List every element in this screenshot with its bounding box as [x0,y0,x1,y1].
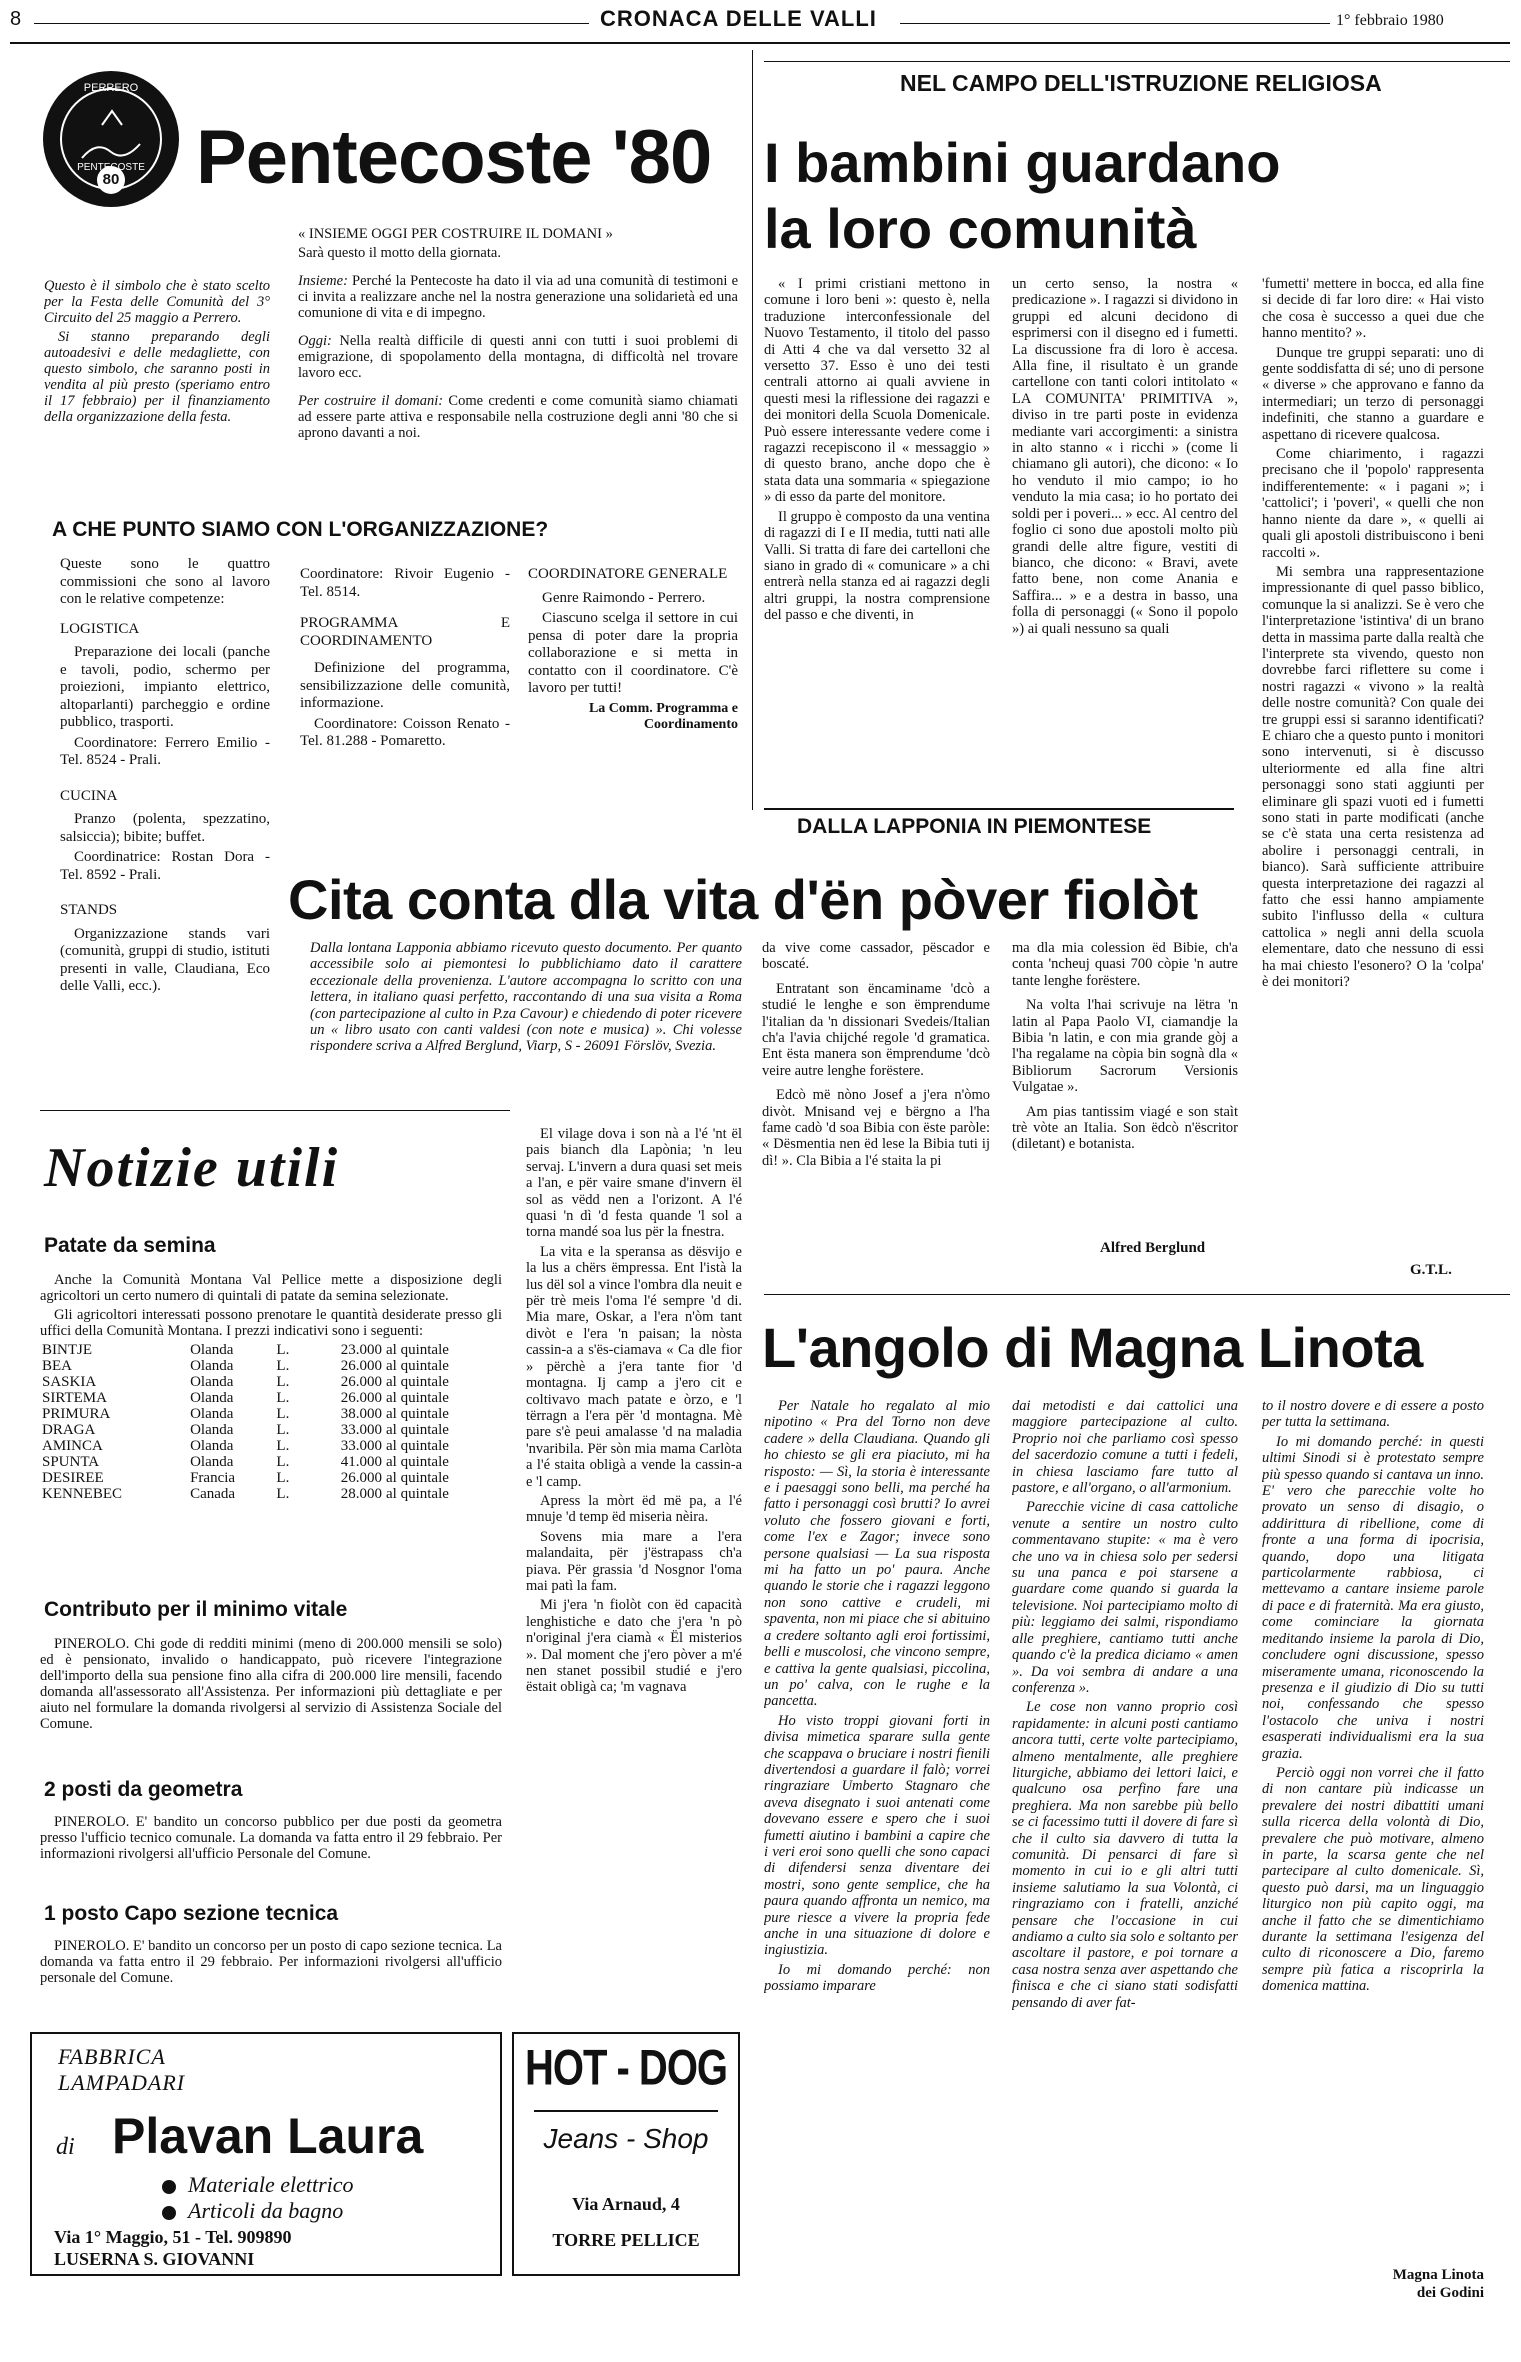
price-origin: Olanda [190,1374,234,1390]
price-variety: KENNEBEC [42,1486,122,1502]
price-unit: al quintale [386,1422,449,1438]
organizzazione-title: A CHE PUNTO SIAMO CON L'ORGANIZZAZIONE? [52,518,549,541]
contributo-body [40,1636,502,1735]
price-variety: SIRTEMA [42,1390,107,1406]
price-currency: L. [276,1470,290,1486]
lapponia-col3-p1: El vilage dova i son nà a l'é 'nt ël pais bianch dla Lapònia; 'n leu servaj. L'invern a dura quasi set meis a l'an, e për vaire smane d'invern ël sol as vëdd nen a l'orizont. A l'é quasi 'n dì 'd festa quande 'l sol a torna mandé soa lus për la fnestra. [526,1126,742,1241]
organizzazione-col3 [528,566,738,736]
plavan-city: LUSERNA S. GIOVANNI [54,2249,255,2269]
pentecoste-logo [42,70,180,208]
price-currency: L. [276,1358,290,1374]
price-row [40,1470,502,1486]
hotdog-sub: Jeans - Shop [543,2123,709,2154]
price-currency: L. [276,1390,290,1406]
bambini-col1-p1: « I primi cristiani mettono in comune i loro beni »: questo è, nella traduzione interconfessionale del Nuovo Testamento, il titolo del passo di Atti 4 che va dal versetto 32 al versetto 37. Esso è uno dei testi centrali attorno ai quali avviene in questi mesi la riflessione dei ragazzi e dei monitori della Scuola Domenicale. Può essere interessante vedere come i ragazzi recepiscono il « messaggio » di questo brano, anche dopo che è stata data una sommaria « spiegazione » di esso da parte del monitore. [764,276,990,506]
angolo-signature [1380,2266,1484,2302]
price-origin: Olanda [190,1390,234,1406]
lapponia-col3 [526,1126,742,1904]
angolo-col1-p3: Io mi domando perché: non possiamo imparare [764,1961,990,1995]
price-row [40,1438,502,1454]
bullet-icon [162,2206,176,2220]
angolo-col1-p2: Ho visto troppi giovani forti in divisa mimetica sparare sulla gente che scappava o bruciare i nostri fienili divertendosi a guardare il falò; vorrei ringraziare Umberto Stagnaro che aveva disegnato i suoi antenati come dovevano essere e spero che i suoi fumetti aiutino i bambini a capire che i veri eroi sono quelli che sono capaci di difendersi senza diventare dei mostri, sono gente semplice, che ha paura quando affronta un nemico, ma pure riesce a vivere la propria fede anche in una situazione di dolore e ingiustizia. [764,1712,990,1959]
price-row [40,1358,502,1374]
price-price: 23.000 [340,1342,383,1358]
lapponia-col2 [1012,940,1238,1156]
lapponia-signature: Alfred Berglund [1100,1240,1206,1256]
bambini-col2 [1012,276,1238,778]
bambini-side-rule [752,50,753,810]
plavan-item1 [162,2172,354,2198]
pentecoste-caption [44,278,270,428]
price-price: 26.000 [340,1358,383,1374]
newspaper-name: CRONACA DELLE VALLI [600,6,877,31]
lapponia-col1 [762,940,990,1172]
price-origin: Canada [190,1486,236,1502]
angolo-col1 [764,1398,990,2348]
plavan-line1: FABBRICA [58,2044,166,2069]
logistica-text: Preparazione dei locali (panche e tavoli, podio, schermo per proiezioni, impianto elettrico, altoparlanti) parcheggio e ordine pubblico, trasporti. [60,644,270,730]
lapponia-kicker: DALLA LAPPONIA IN PIEMONTESE [797,815,1152,838]
bambini-col3-p2: Dunque tre gruppi separati: uno di gente soddisfatta di sé; uno di persone « diverse » che approvano e fanno da intermediari; un terzo di personaggi indefiniti, che stanno a guardare e aspettano di ricevere qualcosa. [1262,344,1484,443]
stands-title: STANDS [60,902,118,918]
geometra-text: PINEROLO. E' bandito un concorso pubblico per due posti da geometra presso l'ufficio tecnico comunale. La domanda va fatta entro il 29 febbraio. Per informazioni rivolgersi all'ufficio Personale del Comune. [40,1814,502,1862]
price-unit: al quintale [386,1390,449,1406]
angolo-col2 [1012,1398,1238,2348]
plavan-line2: LAMPADARI [58,2070,186,2095]
organizzazione-col2 [300,566,510,754]
insieme-text: Perché la Pentecoste ha dato il via ad una comunità di testimoni e ci invita a realizzare anche nel la nostra generazione una solidarietà ed una comunione di vita e di impegno. [298,273,738,321]
price-origin: Olanda [190,1438,234,1454]
bambini-title-line1: I bambini guardano [764,131,1281,194]
angolo-col2-p3: Le cose non vanno proprio così rapidamente: in alcuni posti cantiamo ancora tutti, certe volte partecipiamo, almeno mentalmente, alle preghiere liturgiche, abbiamo dei lettori laici, e qualcuno osa perfino fare una preghiera. Ma non sarebbe più bello se ci facessimo tutti il dovere di fare sì che il culto sia davvero di tutta la comunità. Di pensarci di fare sì momento in cui io e gli altri tutti insieme salutiamo la sua Volontà, ci ringraziamo con i fratelli, anziché pensare che l'occasione in cui andiamo a culto sia solo e soltanto per ascoltare il pastore, e poi tornare a casa nostra senza aver aspettando che finisca e che ci siano stati sodisfatti pensando di aver fat- [1012,1699,1238,2011]
price-row [40,1422,502,1438]
lapponia-col1-p3: Edcò më nòno Josef a j'era n'òmo divòt. Mnisand vej e bërgno a l'ha fame cadò 'd soa Bibia con ëste paròle: « Dësmentia nen ëd lese la Bibia tuti ij dì! ». Cla Bibia a l'é staita la pi [762,1087,990,1169]
lapponia-top-rule [764,808,1234,810]
price-variety: SASKIA [42,1374,97,1390]
angolo-col2-p1: dai metodisti e dai cattolici una maggiore partecipazione al culto. Proprio noi che parliamo così spesso del sacerdozio comune a tutti i fedeli, in chiesa lasciamo fare tutto al pastore, e all'organo, o all'armonium. [1012,1398,1238,1497]
angolo-signature-line1: Magna Linota [1392,2267,1484,2283]
generale-text: Ciascuno scelga il settore in cui pensa di poter dare la propria collaborazione e si metta in contatto con il coordinatore. C'è lavoro per tutti! [528,610,738,696]
price-row [40,1342,502,1358]
lapponia-col1-p2: Entratant son ëncaminame 'dcò a studié le lenghe e son ëmprendume l'italian da 'n dissionari Svedeis/Italian ch'a l'avia chijché regole 'd gramatica. Ent ësta manera son ëmprendume 'dcò veire autre lenghe forëstere. [762,980,990,1079]
contributo-title: Contributo per il minimo vitale [44,1598,348,1621]
angolo-col3-p3: Perciò oggi non vorrei che il fatto di non cantare più indicasse un prevalere dei nostri dibattiti umani sulla ricerca della volontà di Dio, prevalere che può motivare, almeno in parte, la scarsa gente che nel partecipare al culto domenicale. Sì, questo può darsi, ma un linguaggio liturgico non più capito oggi, ma anche il fatto che se dimentichiamo durante la settimana l'esigenza del culto di riconoscere a Dio, faremo sempre più fatica a riscoprirla la domenica mattina. [1262,1764,1484,1995]
lapponia-col2-p1: ma dla mia colession ëd Bibie, ch'a conta 'ncheuj quasi 700 còpie 'n autre tante lenghe forëstere. [1012,940,1238,989]
price-variety: BEA [42,1358,72,1374]
angolo-col3-p1: to il nostro dovere e di essere a posto per tutta la settimana. [1262,1398,1484,1431]
price-row [40,1454,502,1470]
header-rule [10,42,1510,44]
lapponia-col3-p5: Mi j'era 'n fiolòt con ëd capacità lenghistiche e dato che j'era 'n pò n'original j'era ciamà « Ël misterios ». Dal moment che j'ero pòver a m'é nen stanet possibil studié e j'ero ëstait obligà ca; 'm vagnava [526,1597,742,1696]
lapponia-intro [310,940,742,1058]
bambini-title-line2: la loro comunità [764,197,1197,260]
capo-title: 1 posto Capo sezione tecnica [44,1902,339,1925]
patate-body [40,1272,502,1502]
costruire-text: Come credenti e come comunità siamo chiamati ad essere parte attiva e responsabile nella costruzione degli anni '80 che si aprono davanti a noi. [298,393,738,441]
programma-text: Definizione del programma, sensibilizzazione delle comunità, informazione. [300,660,510,711]
price-currency: L. [276,1406,290,1422]
price-variety: DRAGA [42,1422,96,1438]
lapponia-col2-p3: Am pias tantissim viagé e son staìt trè vòte an Italia. Son ëdcò n'ëscritor (diletant) e botanista. [1012,1103,1238,1153]
angolo-top-rule [764,1294,1510,1295]
motto: « INSIEME OGGI PER COSTRUIRE IL DOMANI » [298,226,613,242]
plavan-item2-text: Articoli da bagno [188,2198,344,2223]
hotdog-rule [534,2110,718,2112]
price-unit: al quintale [386,1454,449,1470]
price-unit: al quintale [386,1374,449,1390]
price-price: 38.000 [340,1406,383,1422]
price-row [40,1374,502,1390]
lapponia-col3-p3: Apress la mòrt ëd më pa, a l'é mnuje 'd temp ëd miseria nèira. [526,1492,742,1526]
logo-mid-text: PENTECOSTE [77,162,145,173]
pentecoste-title: Pentecoste '80 [196,115,712,200]
bambini-top-rule [764,61,1510,62]
insieme-label: Insieme: [298,273,348,289]
price-unit: al quintale [386,1342,449,1358]
angolo-col2-p2: Parecchie vicine di casa cattoliche venute a sentire un nostro culto commentavano stupite: « ma è vero che uno va in chiesa solo per sedersi su una panca e poi starsene a guardare come quando si guarda la televisione. Noi partecipiamo molto di più: leggiamo dei salmi, rispondiamo alle preghiere, cantiamo tutti anche quando c'è la predica diciamo « amen ». Da voi sembra di andare a una conferenza ». [1012,1499,1238,1696]
price-row [40,1390,502,1406]
patate-title: Patate da semina [44,1234,216,1257]
prices-table [40,1342,502,1502]
price-unit: al quintale [386,1470,449,1486]
price-origin: Olanda [190,1342,234,1358]
geometra-body [40,1814,502,1865]
price-unit: al quintale [386,1406,449,1422]
cucina-text: Pranzo (polenta, spezzatino, salsiccia); bibite; buffet. [60,811,270,845]
logo-year: 80 [102,171,120,188]
price-origin: Olanda [190,1358,234,1374]
price-currency: L. [276,1486,290,1502]
programma-coord: Coordinatore: Coisson Renato - Tel. 81.288 - Pomaretto. [300,715,510,749]
oggi-label: Oggi: [298,333,332,349]
motto-sub: Sarà questo il motto della giornata. [298,245,501,261]
angolo-signature-line2: dei Godini [1416,2285,1484,2301]
plavan-item1-text: Materiale elettrico [188,2172,354,2197]
hotdog-ad [512,2032,740,2276]
price-price: 26.000 [340,1470,383,1486]
header-rule-mid [900,23,1330,24]
hotdog-address: Via Arnaud, 4 [572,2194,680,2214]
page-number: 8 [10,8,22,30]
price-variety: AMINCA [42,1438,103,1454]
capo-text: PINEROLO. E' bandito un concorso per un posto di capo sezione tecnica. La domanda va fatta entro il 29 febbraio. Per informazioni rivolgersi all'ufficio personale del Comune. [40,1938,502,1986]
bambini-col3-p4: Mi sembra una rappresentazione impressionante di quel passo biblico, comunque la si analizzi. Se è vero che l'interpretazione 'istintiva' di un brano detta in massima parte dalla realtà che l'interprete sta vivendo, questo non dovrebbe farci riflettere su come i nostri ragazzi « vivono » la realtà delle nostre comunità? Con quale dei tre gruppi essi si saranno identificati? E chiaro che a questo punto i monitori sono intervenuti, si è discusso ulteriormente ed alla fine altri personaggi sono stati aggiunti per eliminare gli spazi vuoti ed i fumetti sono stati in parte modificati (anche se c'è stata una certa resistenza ad abolire i personaggi centrali, in bianco). Sarà sufficiente attribuire questa interpretazione dei ragazzi al fatto che essi hanno ampiamente subito l'influsso della « cultura cattolica » negli anni della scuola elementare, dato che nessuno di essi ha mai chiesto l'esonero? O la 'colpa' è dei monitori? [1262,563,1484,991]
price-unit: al quintale [386,1486,449,1502]
bambini-col3 [1262,276,1484,1258]
price-currency: L. [276,1422,290,1438]
capo-body [40,1938,502,1989]
org-intro: Queste sono le quattro commissioni che sono al lavoro con le relative competenze: [60,556,270,607]
lapponia-intro-text: Dalla lontana Lapponia abbiamo ricevuto questo documento. Per quanto accessibile solo ai piemontesi lo pubblichiamo dato il carattere eccezionale della provenienza. L'autore accompagna lo scritto con una lettera, in italiano quasi perfetto, raccontando di una sua visita a Roma (con partecipazione al culto in P.za Cavour) e chiedendo di poter ricevere un « libro usato con canti valdesi (con note e musica) ». Chi volesse rispondere scriva a Alfred Berglund, Viarp, S - 26091 Förslöv, Svezia. [310,940,742,1055]
price-variety: BINTJE [42,1342,92,1358]
generale-sign: La Comm. Programma e Coordinamento [588,700,738,732]
caption-p1: Questo è il simbolo che è stato scelto per la Festa delle Comunità del 3° Circuito del 25 maggio a Perrero. [44,278,270,326]
price-variety: PRIMURA [42,1406,111,1422]
patate-text: Anche la Comunità Montana Val Pellice mette a disposizione degli agricoltori un certo numero di quintali di patate da semina selezionate. [40,1272,502,1304]
issue-date: 1° febbraio 1980 [1336,12,1444,29]
price-price: 28.000 [340,1486,383,1502]
price-origin: Olanda [190,1422,234,1438]
price-price: 26.000 [340,1374,383,1390]
hotdog-city: TORRE PELLICE [552,2230,700,2250]
lapponia-col2-p2: Na volta l'hai scrivuje na lëtra 'n latin al Papa Paolo VI, ciamandje la Bibia 'n latin, e con mia grande gòj a l'ha regalame na còpia bin sognà dla « Bibliorum Sacrorum Versionis Vulgatae ». [1012,997,1238,1096]
bambini-col1 [764,276,990,778]
costruire-label: Per costruire il domani: [298,393,444,409]
geometra-title: 2 posti da geometra [44,1778,243,1801]
bambini-title [764,130,1280,262]
patate-text2: Gli agricoltori interessati possono prenotare le quantità desiderate presso gli uffici della Comunità Montana. I prezzi indicativi sono i seguenti: [40,1307,502,1339]
lapponia-col1-p1: da vive come cassador, pëscador e boscaté. [762,940,990,973]
price-origin: Francia [190,1470,236,1486]
logistica-coord: Coordinatore: Ferrero Emilio - Tel. 8524 - Prali. [60,734,270,768]
bullet-icon [162,2180,176,2194]
bambini-col3-p3: Come chiarimento, i ragazzi precisano che il 'popolo' rappresenta indifferentemente: « i pagani »; i 'cattolici'; i 'poveri', « quelli che non hanno niente da dare », « quelli ai quali gli apostoli distribuiscono i beni raccolti ». [1262,446,1484,561]
angolo-col3-p2: Io mi domando perché: in questi ultimi Sinodi si è protestato sempre più spesso quando si cantava un inno. E' vero che parecchie volte ho provato un senso di disagio, o addirittura di ribellione, come di fronte a una forma di ipocrisia, quando, dopo una litigata particolarmente rabbiosa, ci mettevamo a cantare insieme parole di pace e di fraternità. Ma era giusto, come cominciare la giornata meditando insieme la parola di Dio, concludere ogni discussione, spesso miseramente umana, riconoscendo la presenza e il giudizio di Dio su tutti noi, confessando che spesso l'ostacolo che univa i nostri esasperati individualismi era la sua grazia. [1262,1433,1484,1762]
price-price: 33.000 [340,1422,383,1438]
stands-text: Organizzazione stands vari (comunità, gruppi di studio, istituti presenti in valle, Claudiana, Eco delle Valli, ecc.). [60,925,270,994]
logistica-title: LOGISTICA [60,620,140,637]
organizzazione-col1 [60,556,270,999]
angolo-col1-p1: Per Natale ho regalato al mio nipotino « Pra del Torno non deve cadere » della Claudiana. Quando gli ho chiesto se gli era piaciuto, mi ha risposto: — Sì, la storia è interessante e i paesaggi sono belli, ma perché ha fatto i personaggi così brutti? Io avrei voluto che fossero giovani e forti, come l'ex e Zagor; invece sono persone qualsiasi — La sua risposta mi ha fatto un po' paura. Anche quando le storie che i ragazzi leggono non sono cattive e crudeli, mi spaventa, non mi piace che si abituino a credere soltanto agli eroi fortissimi, belli e muscolosi, che vincono sempre, e cattiva la gente qualsiasi, piccolina, un po' calva, con le rughe e la pancetta. [764,1398,990,1710]
price-currency: L. [276,1454,290,1470]
price-unit: al quintale [386,1438,449,1454]
plavan-address: Via 1° Maggio, 51 - Tel. 909890 [54,2227,292,2247]
angolo-col3 [1262,1398,1484,2258]
angolo-title: L'angolo di Magna Linota [762,1316,1423,1379]
bambini-col3-p1: 'fumetti' mettere in bocca, ed alla fine si decide di far loro dire: « Hai visto che cosa è successo a quei due che hanno mentito? ». [1262,276,1484,342]
contributo-text: PINEROLO. Chi gode di redditi minimi (meno di 200.000 mensili se solo) ed è pensionato, invalido o handicappato, può ricevere l'integrazione dell'importo della sua pensione fino alla cifra di 200.000 lire mensili, facendo domanda all'assessorato all'Assistenza. Per informazioni più dettagliate e per aiuto nel formulare la domanda rivolgersi al servizio di Assistenza Sociale del Comune. [40,1636,502,1732]
plavan-ad [30,2032,502,2276]
plavan-item2 [162,2198,343,2224]
generale-name: Genre Raimondo - Perrero. [542,589,706,606]
bambini-col2-p1: un certo senso, la nostra « predicazione ». I ragazzi si dividono in gruppi ed alcuni decidono di esprimersi con il disegno ed i fumetti. La discussione fra di loro è accesa. Alla fine, il risultato è un grande cartellone con tanti colori intitolato « LA COMUNITA' PRIMITIVA », diviso in tre parti poste in evidenza mediante vari accorgimenti: a sinistra in alto stanno « i ricchi » (come li chiamano gli autori), che dicono: « Io ho venduto il mio campo; io ho venduto la mia casa; io ho portato dei soldi per i poveri... » ecc. Al centro del foglio ci sono due apostoli molto più grandi delle altre figure, vestiti di bianco, che dicono: « Bravi, avete fatto bene, non come Anania e Saffira... » e a destra in basso, una folla di personaggi (« Sono il popolo ») ai quali nessuno sa quali [1012,276,1238,637]
price-currency: L. [276,1438,290,1454]
price-variety: DESIREE [42,1470,104,1486]
bambini-kicker: NEL CAMPO DELL'ISTRUZIONE RELIGIOSA [900,70,1382,96]
price-currency: L. [276,1374,290,1390]
lapponia-title: Cita conta dla vita d'ën pòver fiolòt [288,868,1198,931]
lapponia-col3-p4: Sovens mia mare a l'era malandaita, për j'ëstrapass ch'a piava. Për grassia 'd Nosgnor l'oma mai patì la fam. [526,1528,742,1594]
price-origin: Olanda [190,1406,234,1422]
price-price: 41.000 [340,1454,383,1470]
oggi-text: Nella realtà difficile di questi anni con tutti i suoi problemi di emigrazione, di spopolamento della montagna, di difficoltà nel trovare lavoro ecc. [298,333,738,381]
logo-top-text: PERRERO [83,82,139,94]
plavan-name: Plavan Laura [112,2108,424,2164]
stands-coord: Coordinatore: Rivoir Eugenio - Tel. 8514. [300,566,510,600]
pentecoste-body [298,226,738,444]
caption-p2: Si stanno preparando degli autoadesivi e delle medagliette, con questo simbolo, che saranno posti in vendita al più presto (speriamo entro il 17 febbraio) per il finanziamento della organizzazione della festa. [44,329,270,425]
price-row [40,1406,502,1422]
price-currency: L. [276,1342,290,1358]
price-unit: al quintale [386,1358,449,1374]
notizie-title: Notizie utili [44,1137,340,1199]
lapponia-col3-p2: La vita e la speransa as dësvijo e la lus a chërs ëmpressa. Ent l'istà la lus dël sol a vince l'ombra dla neuit e për trè meis l'oma l'é sempre 'd di. Mia mare, Oskar, a l'era n'òm tant divòt e l'era 'n paisan; la nòsta cassin-a a s'ës-ciamava « Ca dle fior » përchè a j'era tante fior 'd montagna. Ij camp a j'ero cit e coltivavo mach patate e òrzo, e 'l tërragn a l'era për 'd montagna. Mè pare s'è peui amalasse 'd na maladia 'nvaribila. Për sòn mia mama Carlòta a l'é staita obligà a vende la cassin-a e 'l camp. [526,1243,742,1490]
price-variety: SPUNTA [42,1454,100,1470]
plavan-di: di [56,2134,75,2160]
hotdog-name: HOT - DOG [524,2040,728,2096]
cucina-coord: Coordinatrice: Rostan Dora - Tel. 8592 - Prali. [60,849,270,883]
generale-title: COORDINATORE GENERALE [528,566,728,582]
price-price: 26.000 [340,1390,383,1406]
notizie-top-rule [40,1110,510,1111]
price-origin: Olanda [190,1454,234,1470]
price-row [40,1486,502,1502]
price-price: 33.000 [340,1438,383,1454]
header-rule-left [34,23,589,24]
cucina-title: CUCINA [60,787,118,804]
bambini-signature: G.T.L. [1410,1262,1452,1278]
programma-title: PROGRAMMA E COORDINAMENTO [300,615,510,649]
bambini-col1-p2: Il gruppo è composto da una ventina di ragazzi di I e II media, tutti nati alle Valli. Si tratta di fare dei cartelloni che siano in grado di « comunicare » a chi entrerà nella stanza ed ai ragazzi degli altri gruppi, la nostra comprensione del passo e che diventi, in [764,508,990,624]
